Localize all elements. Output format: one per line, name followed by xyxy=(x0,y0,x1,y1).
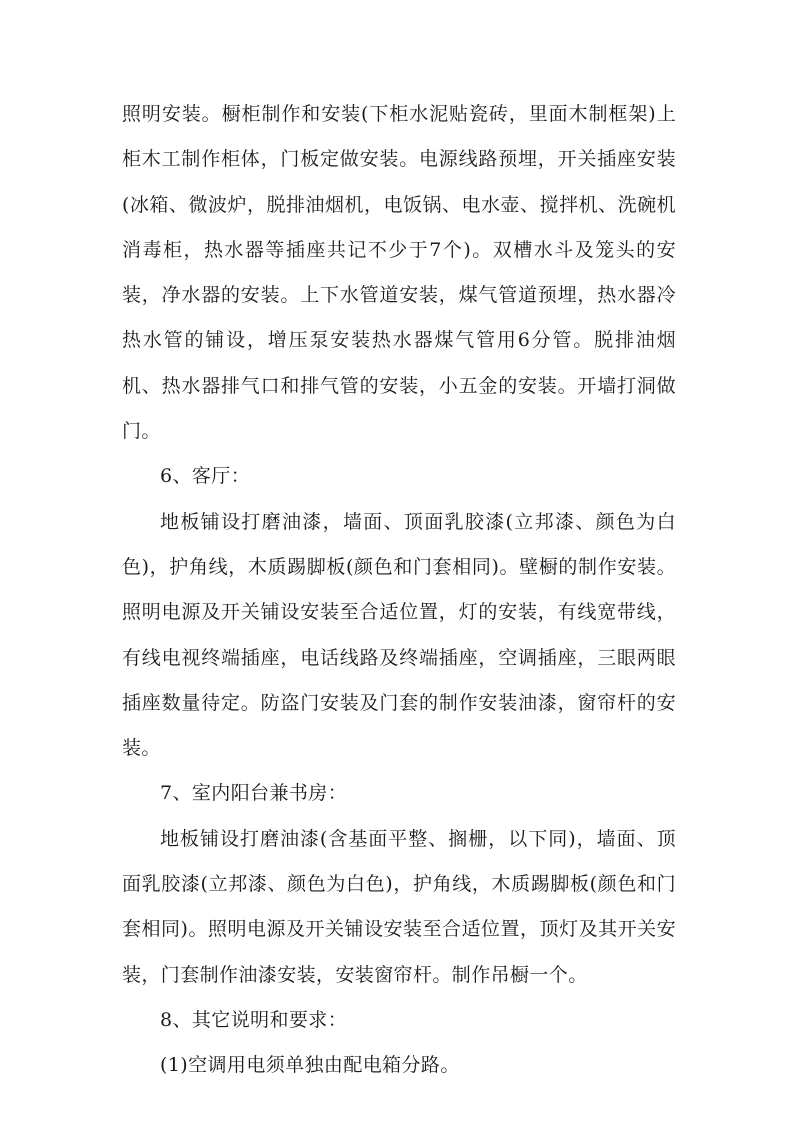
other-requirements-heading: 8、其它说明和要求： xyxy=(160,1008,348,1031)
document-body xyxy=(122,92,676,1089)
living-room-paragraph: 地板铺设打磨油漆，墙面、顶面乳胶漆(立邦漆、颜色为白色)，护角线，木质踢脚板(颜色和门套相同)。壁橱的制作安装。照明电源及开关铺设安装至合适位置，灯的安装，有线宽带线，有线电视终端插座，电话线路及终端插座，空调插座，三眼两眼插座数量待定。防盗门安装及门套的制作安装油漆，窗帘杆的安装。 xyxy=(122,510,676,760)
balcony-study-paragraph: 地板铺设打磨油漆(含基面平整、搁栅，以下同)，墙面、顶面乳胶漆(立邦漆、颜色为白色)，护角线，木质踢脚板(颜色和门套相同)。照明电源及开关铺设安装至合适位置，顶灯及其开关安装，门套制作油漆安装，安装窗帘杆。制作吊橱一个。 xyxy=(122,827,676,986)
balcony-study-heading: 7、室内阳台兼书房： xyxy=(160,782,348,805)
kitchen-continuation-paragraph: 照明安装。橱柜制作和安装(下柜水泥贴瓷砖，里面木制框架)上柜木工制作柜体，门板定做安装。电源线路预埋，开关插座安装(冰箱、微波炉，脱排油烟机，电饭锅、电水壶、搅拌机、洗碗机消毒柜，热水器等插座共记不少于7个)。双槽水斗及笼头的安装，净水器的安装。上下水管道安装，煤气管道预埋，热水器冷热水管的铺设，增压泵安装热水器煤气管用6分管。脱排油烟机、热水器排气口和排气管的安装，小五金的安装。开墙打洞做门。 xyxy=(122,103,676,443)
living-room-heading: 6、客厅： xyxy=(160,465,251,488)
requirement-item-1: (1)空调用电须单独由配电箱分路。 xyxy=(160,1054,460,1077)
